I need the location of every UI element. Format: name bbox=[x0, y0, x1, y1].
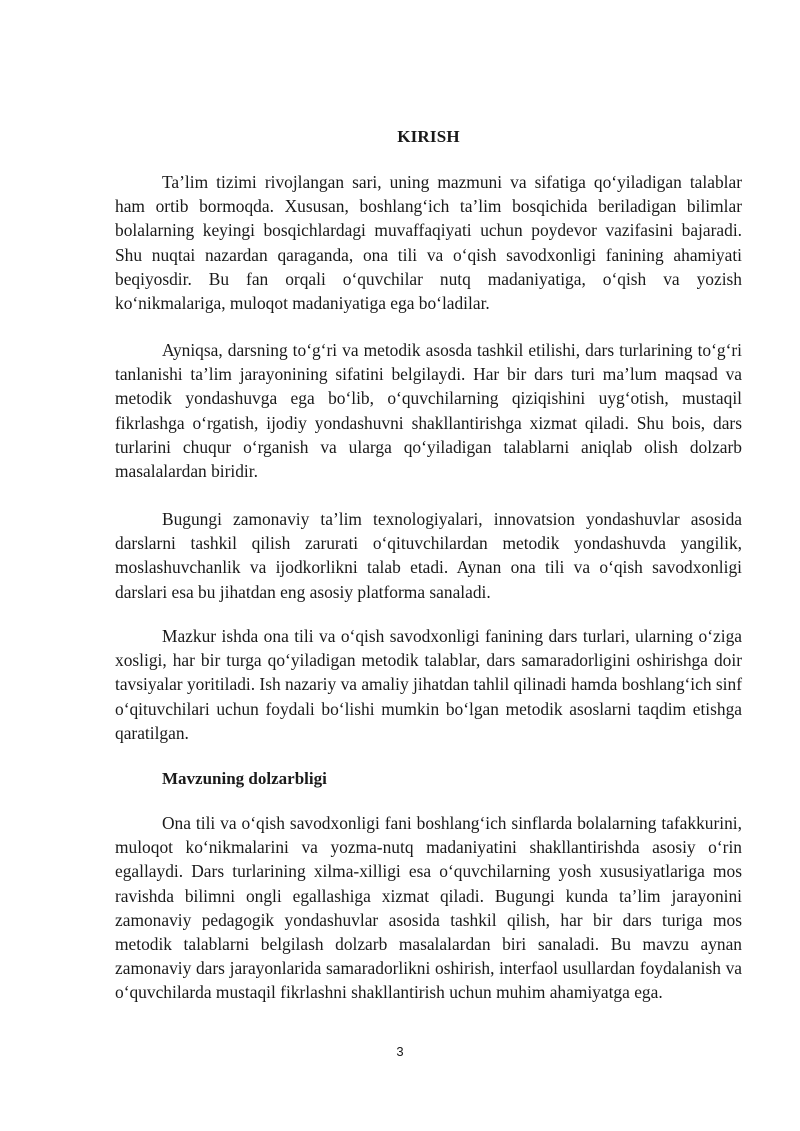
page-title: KIRISH bbox=[397, 127, 460, 146]
intro-paragraph-3: Bugungi zamonaviy ta’lim texnologiyalari, innovatsion yondashuvlar asosida darslarni tashkil qilish zarurati o‘qituvchilardan metodik yondashuvda yangilik, moslashuvchanlik va ijodkorlikni talab etadi. Aynan ona tili va o‘qish savodxonligi darslari esa bu jihatdan eng asosiy platforma sanaladi. bbox=[115, 509, 742, 602]
intro-paragraph-4: Mazkur ishda ona tili va o‘qish savodxonligi fanining dars turlari, ularning o‘ziga xosligi, har bir turga qo‘yiladigan metodik talablar, dars samaradorligini oshirishga doir tavsiyalar yoritiladi. Ish nazariy va amaliy jihatdan tahlil qilinadi hamda boshlang‘ich sinf o‘qituvchilari uchun foydali bo‘lishi mumkin bo‘lgan metodik asoslarni taqdim etishga qaratilgan. bbox=[115, 626, 742, 743]
section-heading: Mavzuning dolzarbligi bbox=[162, 769, 327, 788]
intro-paragraph-1: Ta’lim tizimi rivojlangan sari, uning mazmuni va sifatiga qo‘yiladigan talablar ham ortib bormoqda. Xususan, boshlang‘ich ta’lim bosqichida beriladigan bilimlar bolalarning keyingi bosqichlardagi muvaffaqiyati uchun poydevor vazifasini bajaradi. Shu nuqtai nazardan qaraganda, ona tili va o‘qish savodxonligi fanining ahamiyati beqiyosdir. Bu fan orqali o‘quvchilar nutq madaniyatiga, o‘qish va yozish ko‘nikmalariga, muloqot madaniyatiga ega bo‘ladilar. bbox=[115, 172, 742, 314]
relevance-paragraph: Ona tili va o‘qish savodxonligi fani boshlang‘ich sinflarda bolalarning tafakkurini, muloqot ko‘nikmalarini va yozma-nutq madaniyatini shakllantirishda asosiy o‘rin egallaydi. Dars turlarining xilma-xilligi esa o‘quvchilarning yosh xususiyatlariga mos ravishda bilimni ongli egallashiga xizmat qiladi. Bugungi kunda ta’lim jarayonini zamonaviy pedagogik yondashuvlar asosida tashkil qilish, har bir dars turiga mos metodik talablarni belgilash dolzarb masalalardan biri sanaladi. Bu mavzu aynan zamonaviy dars jarayonlarida samaradorlikni oshirish, interfaol usullardan foydalanish va o‘quvchilarda mustaqil fikrlashni shakllantirish uchun muhim ahamiyatga ega. bbox=[115, 813, 742, 1003]
intro-paragraph-2: Ayniqsa, darsning to‘g‘ri va metodik asosda tashkil etilishi, dars turlarining to‘g‘ri tanlanishi ta’lim jarayonining sifatini belgilaydi. Har bir dars turi ma’lum maqsad va metodik yondashuvga ega bo‘lib, o‘quvchilarning qiziqishini uyg‘otish, mustaqil fikrlashga o‘rgatish, ijodiy yondashuvni shakllantirishga xizmat qiladi. Shu bois, dars turlarini chuqur o‘rganish va ularga qo‘yiladigan talablarni aniqlab olish dolzarb masalalardan biridir. bbox=[115, 340, 742, 482]
page-number: 3 bbox=[396, 1044, 404, 1059]
